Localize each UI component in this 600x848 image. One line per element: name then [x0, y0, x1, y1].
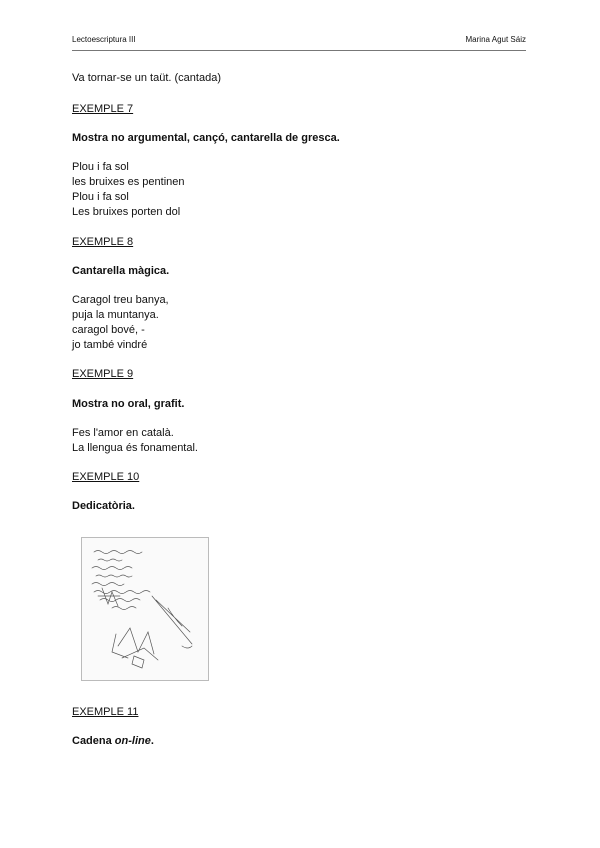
example-9-heading: EXEMPLE 9	[72, 368, 134, 380]
example-8-verse-line: Caragol treu banya,	[72, 294, 169, 306]
intro-line: Va tornar-se un taüt. (cantada)	[72, 72, 221, 84]
example-11-description-suffix: .	[150, 735, 154, 747]
example-7-verse-line: Plou i fa sol	[72, 161, 129, 173]
example-10-description: Dedicatòria.	[72, 500, 135, 512]
header-course-title: Lectoescriptura III	[72, 35, 136, 44]
example-11-heading: EXEMPLE 11	[72, 706, 139, 718]
page-header	[72, 33, 526, 51]
example-10-heading: EXEMPLE 10	[72, 471, 140, 483]
example-8-verse-line: puja la muntanya.	[72, 309, 159, 321]
example-7-verse-line: Les bruixes porten dol	[72, 206, 181, 218]
example-7-verse-line: Plou i fa sol	[72, 191, 129, 203]
header-author: Marina Agut Sáiz	[465, 35, 526, 44]
example-7-heading: EXEMPLE 7	[72, 103, 134, 115]
example-11-description-prefix: Cadena	[72, 735, 115, 747]
example-8-verse-line: caragol bové, -	[72, 324, 145, 336]
header-rule	[72, 50, 526, 51]
example-8-description: Cantarella màgica.	[72, 265, 170, 277]
handwritten-dedication-sketch	[82, 538, 208, 680]
example-11-description	[72, 735, 154, 747]
example-9-graffiti-line: Fes l'amor en català.	[72, 427, 174, 439]
example-9-description: Mostra no oral, grafit.	[72, 398, 185, 410]
example-7-description: Mostra no argumental, cançó, cantarella de gresca.	[72, 132, 340, 144]
dedication-image	[81, 537, 209, 681]
example-8-verse-line: jo també vindré	[72, 339, 148, 351]
example-7-verse-line: les bruixes es pentinen	[72, 176, 185, 188]
example-8-heading: EXEMPLE 8	[72, 236, 134, 248]
example-11-description-online: on-line	[114, 735, 151, 747]
example-9-graffiti-line: La llengua és fonamental.	[72, 442, 198, 454]
